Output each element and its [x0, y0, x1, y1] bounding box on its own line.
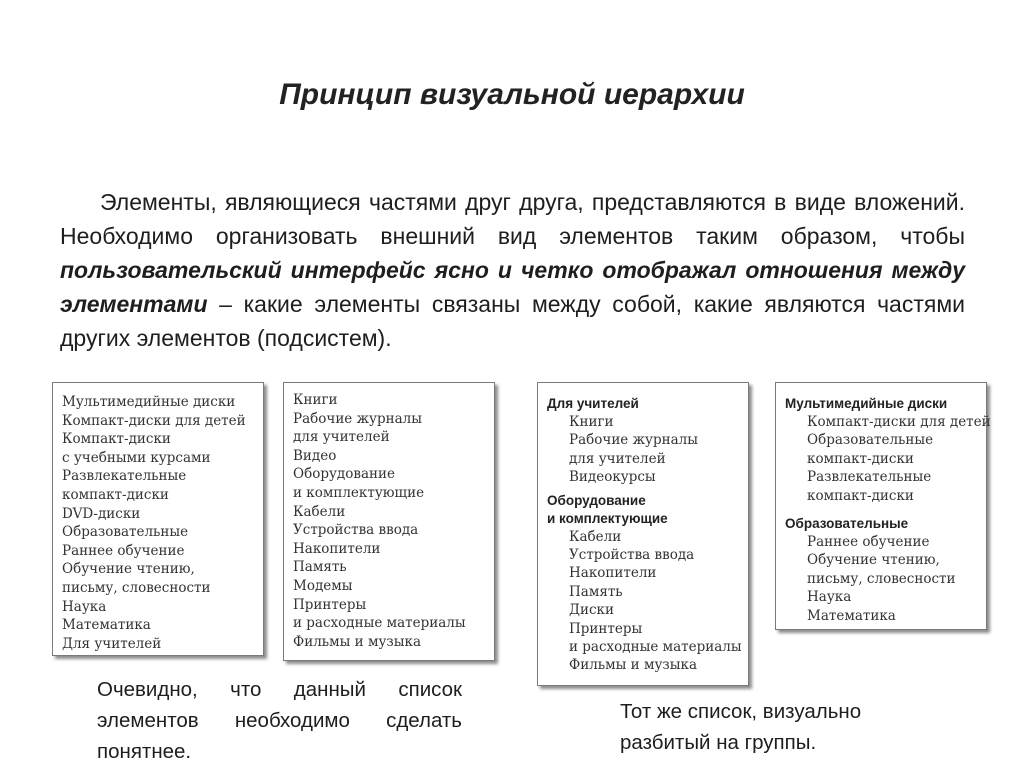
- list-item: Фильмы и музыка: [293, 633, 421, 650]
- flat-list-panel-1: [52, 382, 264, 656]
- list-item: для учителей: [293, 429, 390, 446]
- list-item: Оборудование: [293, 466, 395, 483]
- slide-title: Принцип визуальной иерархии: [279, 78, 745, 111]
- list-item: Рабочие журналы: [293, 410, 422, 427]
- list-item: DVD-диски: [62, 505, 141, 522]
- list-item: Накопители: [293, 540, 381, 557]
- list-item: Образовательные: [807, 432, 934, 449]
- list-item: Образовательные: [62, 524, 189, 541]
- list-item: письму, словесности: [62, 579, 211, 596]
- list-item: Видео: [293, 447, 337, 464]
- intro-text-part1: Элементы, являющиеся частями друг друга, представляются в виде вложений. Необходимо организовать внешний вид элементов таким образом, чтобы: [60, 189, 965, 249]
- list-item: Обучение чтению,: [62, 561, 195, 578]
- list-item: Принтеры: [569, 620, 643, 637]
- list-item: Развлекательные: [807, 469, 932, 486]
- list-item: Устройства ввода: [293, 522, 419, 539]
- list-item: Мультимедийные диски: [62, 394, 236, 410]
- group-heading: Оборудование: [547, 492, 646, 508]
- list-item: Накопители: [569, 565, 657, 582]
- list-item: Наука: [807, 589, 852, 606]
- list-item: Кабели: [293, 503, 346, 520]
- list-item: Компакт-диски для детей: [62, 412, 246, 429]
- list-item: Компакт-диски для детей: [807, 414, 991, 430]
- list-item: Обучение чтению,: [807, 552, 940, 569]
- group-heading: Образовательные: [785, 516, 909, 532]
- list-item: Математика: [807, 607, 896, 624]
- grouped-list-panel-2: [775, 382, 991, 630]
- list-item: Кабели: [569, 528, 622, 545]
- list-item: письму, словесности: [807, 570, 956, 587]
- list-item: Принтеры: [293, 596, 367, 613]
- list-item: Память: [569, 583, 623, 600]
- list-item: Раннее обучение: [807, 534, 930, 551]
- intro-text-part2: – какие элементы связаны между собой, какие являются частями других элементов (подсистем).: [60, 291, 965, 351]
- list-item: Книги: [569, 414, 614, 430]
- list-item: и комплектующие: [293, 484, 425, 501]
- list-item: Устройства ввода: [569, 547, 695, 564]
- intro-paragraph: [60, 185, 965, 355]
- intro-emphasis: пользовательский интерфейс ясно и четко отображал отношения между элементами: [60, 257, 965, 317]
- list-item: Раннее обучение: [62, 542, 185, 559]
- grouped-list-panel-1: [537, 382, 749, 686]
- list-item: с учебными курсами: [62, 449, 211, 466]
- list-item: Развлекательные: [62, 468, 187, 485]
- list-item: Видеокурсы: [569, 469, 656, 486]
- list-item: Математика: [62, 617, 151, 634]
- list-item: компакт-диски: [62, 486, 169, 503]
- group-heading: и комплектующие: [547, 510, 668, 526]
- group-heading: Для учителей: [547, 396, 639, 411]
- list-item: компакт-диски: [807, 487, 914, 504]
- list-item: и расходные материалы: [569, 639, 742, 656]
- list-item: Компакт-диски: [62, 431, 171, 448]
- flat-list-panel-2: [283, 382, 495, 661]
- list-item: Модемы: [293, 577, 353, 594]
- list-item: Книги: [293, 392, 338, 408]
- list-item: Память: [293, 559, 347, 576]
- list-item: компакт-диски: [807, 450, 914, 467]
- list-item: Наука: [62, 598, 107, 615]
- list-item: Фильмы и музыка: [569, 657, 697, 674]
- list-item: для учителей: [569, 450, 666, 467]
- list-item: и расходные материалы: [293, 615, 466, 632]
- list-item: Рабочие журналы: [569, 432, 698, 449]
- group-heading: Мультимедийные диски: [785, 396, 948, 411]
- list-item: Диски: [569, 602, 614, 619]
- list-item: Для учителей: [62, 635, 162, 652]
- caption-left: Очевидно, что данный список элементов необходимо сделать понятнее.: [97, 678, 462, 763]
- caption-right: Тот же список, визуально разбитый на группы.: [620, 700, 862, 754]
